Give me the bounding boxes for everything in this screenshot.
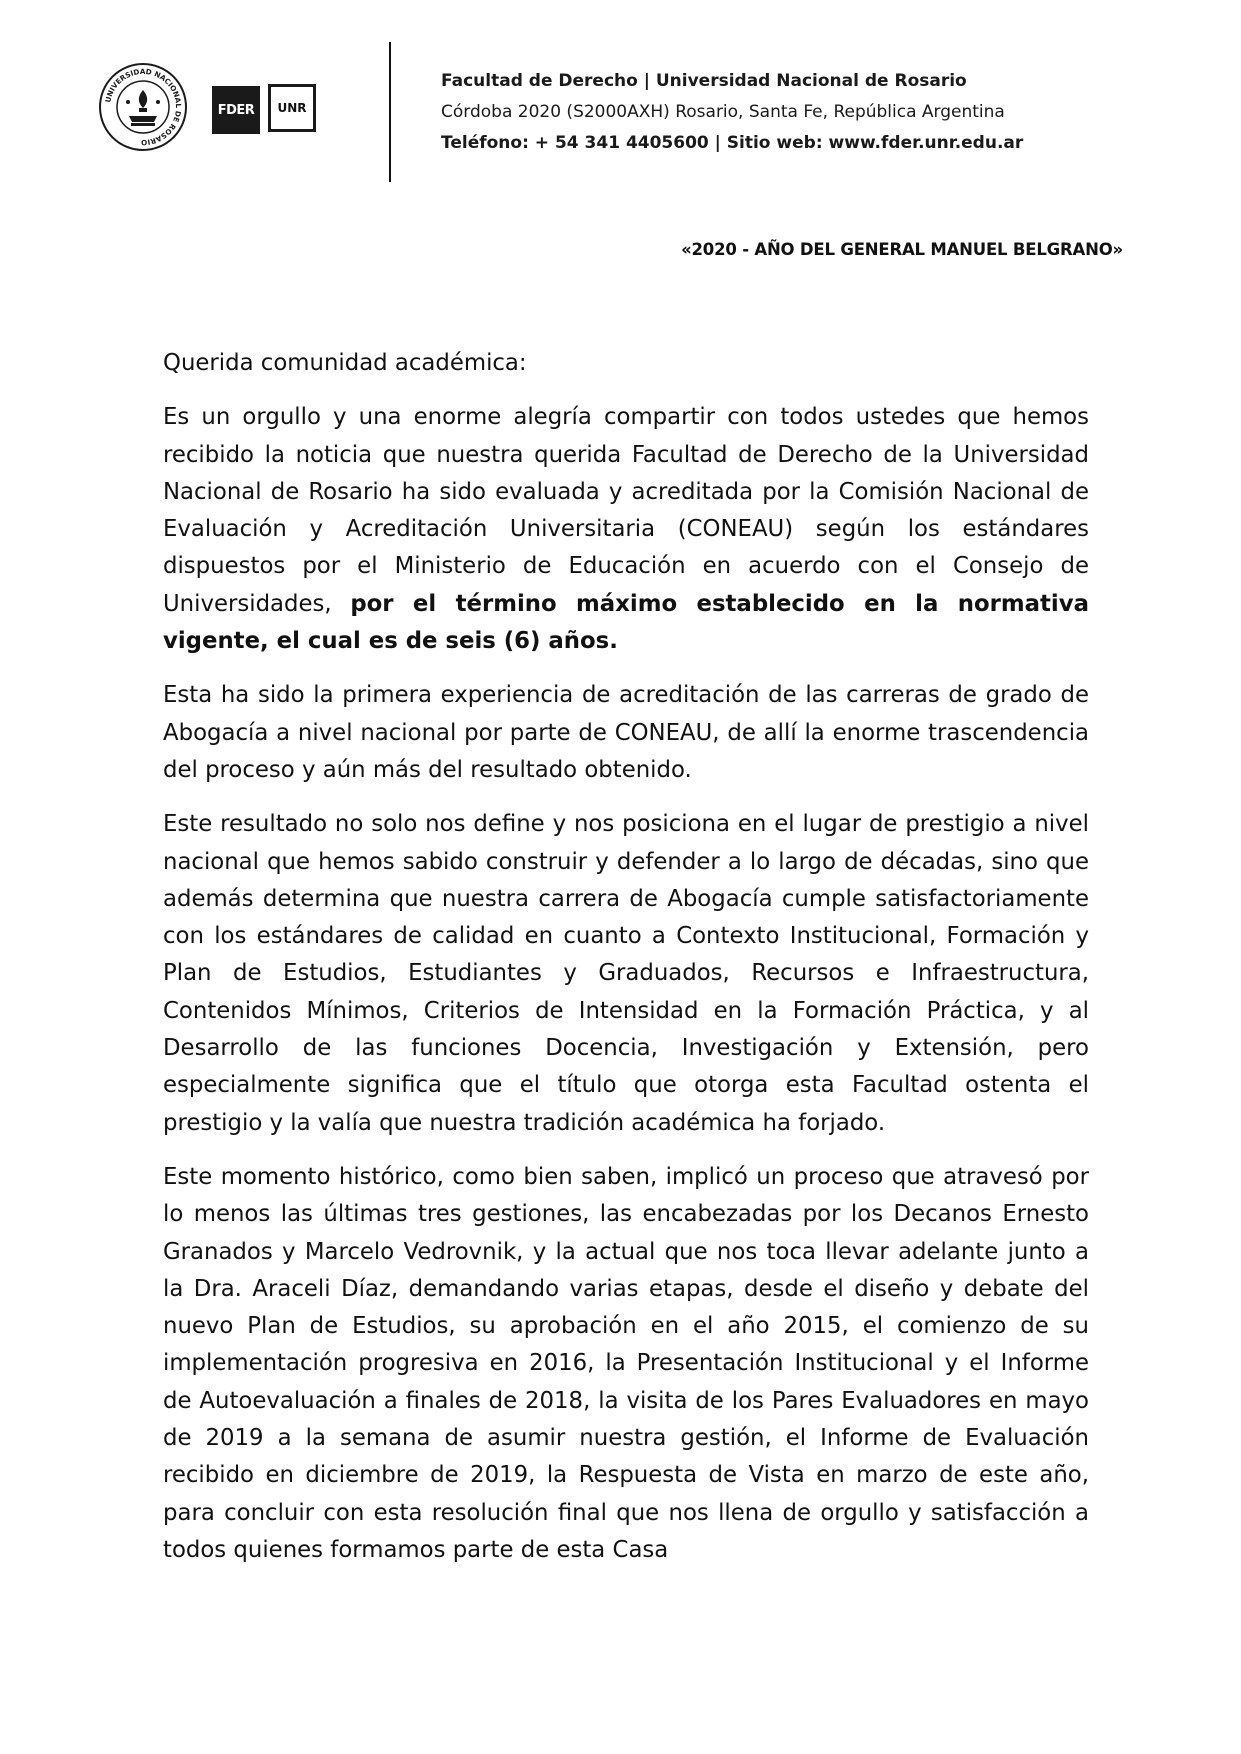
seal-text: UNIVERSIDAD NACIONAL DE ROSARIO	[103, 66, 184, 148]
fder-logo-label: FDER	[217, 102, 255, 118]
paragraph-1-emphasis: por el término máximo establecido en la normativa vigente, el cual es de seis (6) años.	[163, 590, 1089, 655]
paragraph-3: Este resultado no solo nos define y nos posiciona en el lugar de prestigio a nivel nacional que hemos sabido construir y defender a lo largo de décadas, sino que además determina que nuestra carrera de Abogacía cumple satisfactoriamente con los estándares de calidad en cuanto a Contexto Institucional, Formación y Plan de Estudios, Estudiantes y Graduados, Recursos e Infraestructura, Contenidos Mínimos, Criterios de Intensidad en la Formación Práctica, y al Desarrollo de las funciones Docencia, Investigación y Extensión, pero especialmente significa que el título que otorga esta Facultad ostenta el prestigio y la valía que nuestra tradición académica ha forjado.	[163, 811, 1089, 1136]
paragraph-1-text: Es un orgullo y una enorme alegría compartir con todos ustedes que hemos recibido la noticia que nuestra querida Facultad de Derecho de la Universidad Nacional de Rosario ha sido evaluada y acreditada por la Comisión Nacional de Evaluación y Acreditación Universitaria (CONEAU) según los estándares dispuestos por el Ministerio de Educación en acuerdo con el Consejo de Universidades,	[163, 404, 1089, 617]
paragraph-1	[163, 399, 1089, 660]
fder-logo	[212, 86, 260, 134]
letter-body	[163, 345, 1089, 1586]
institution-name: Facultad de Derecho | Universidad Nacional de Rosario	[441, 71, 967, 91]
salutation: Querida comunidad académica:	[163, 350, 527, 376]
institution-contact: Teléfono: + 54 341 4405600 | Sitio web: www.fder.unr.edu.ar	[441, 133, 1024, 153]
unr-logo-label: UNR	[277, 101, 307, 115]
paragraph-2: Esta ha sido la primera experiencia de acreditación de las carreras de grado de Abogacía a nivel nacional por parte de CONEAU, de allí la enorme trascendencia del proceso y aún más del resultado obtenido.	[163, 682, 1089, 783]
unr-logo	[268, 84, 316, 132]
header-divider	[389, 42, 391, 182]
paragraph-4: Este momento histórico, como bien saben, implicó un proceso que atravesó por lo menos las últimas tres gestiones, las encabezadas por los Decanos Ernesto Granados y Marcelo Vedrovnik, y la actual que nos toca llevar adelante junto a la Dra. Araceli Díaz, demandando varias etapas, desde el diseño y debate del nuevo Plan de Estudios, su aprobación en el año 2015, el comienzo de su implementación progresiva en 2016, la Presentación Institucional y el Informe de Autoevaluación a finales de 2018, la visita de los Pares Evaluadores en mayo de 2019 a la semana de asumir nuestra gestión, el Informe de Evaluación recibido en diciembre de 2019, la Respuesta de Vista en marzo de este año, para concluir con esta resolución final que nos llena de orgullo y satisfacción a todos quienes formamos parte de esta Casa	[163, 1163, 1089, 1563]
letterhead-info	[441, 66, 1121, 159]
university-seal-icon	[98, 62, 188, 152]
year-motto: «2020 - AÑO DEL GENERAL MANUEL BELGRANO»	[681, 240, 1123, 259]
institution-address: Córdoba 2020 (S2000AXH) Rosario, Santa Fe, República Argentina	[441, 102, 1005, 122]
